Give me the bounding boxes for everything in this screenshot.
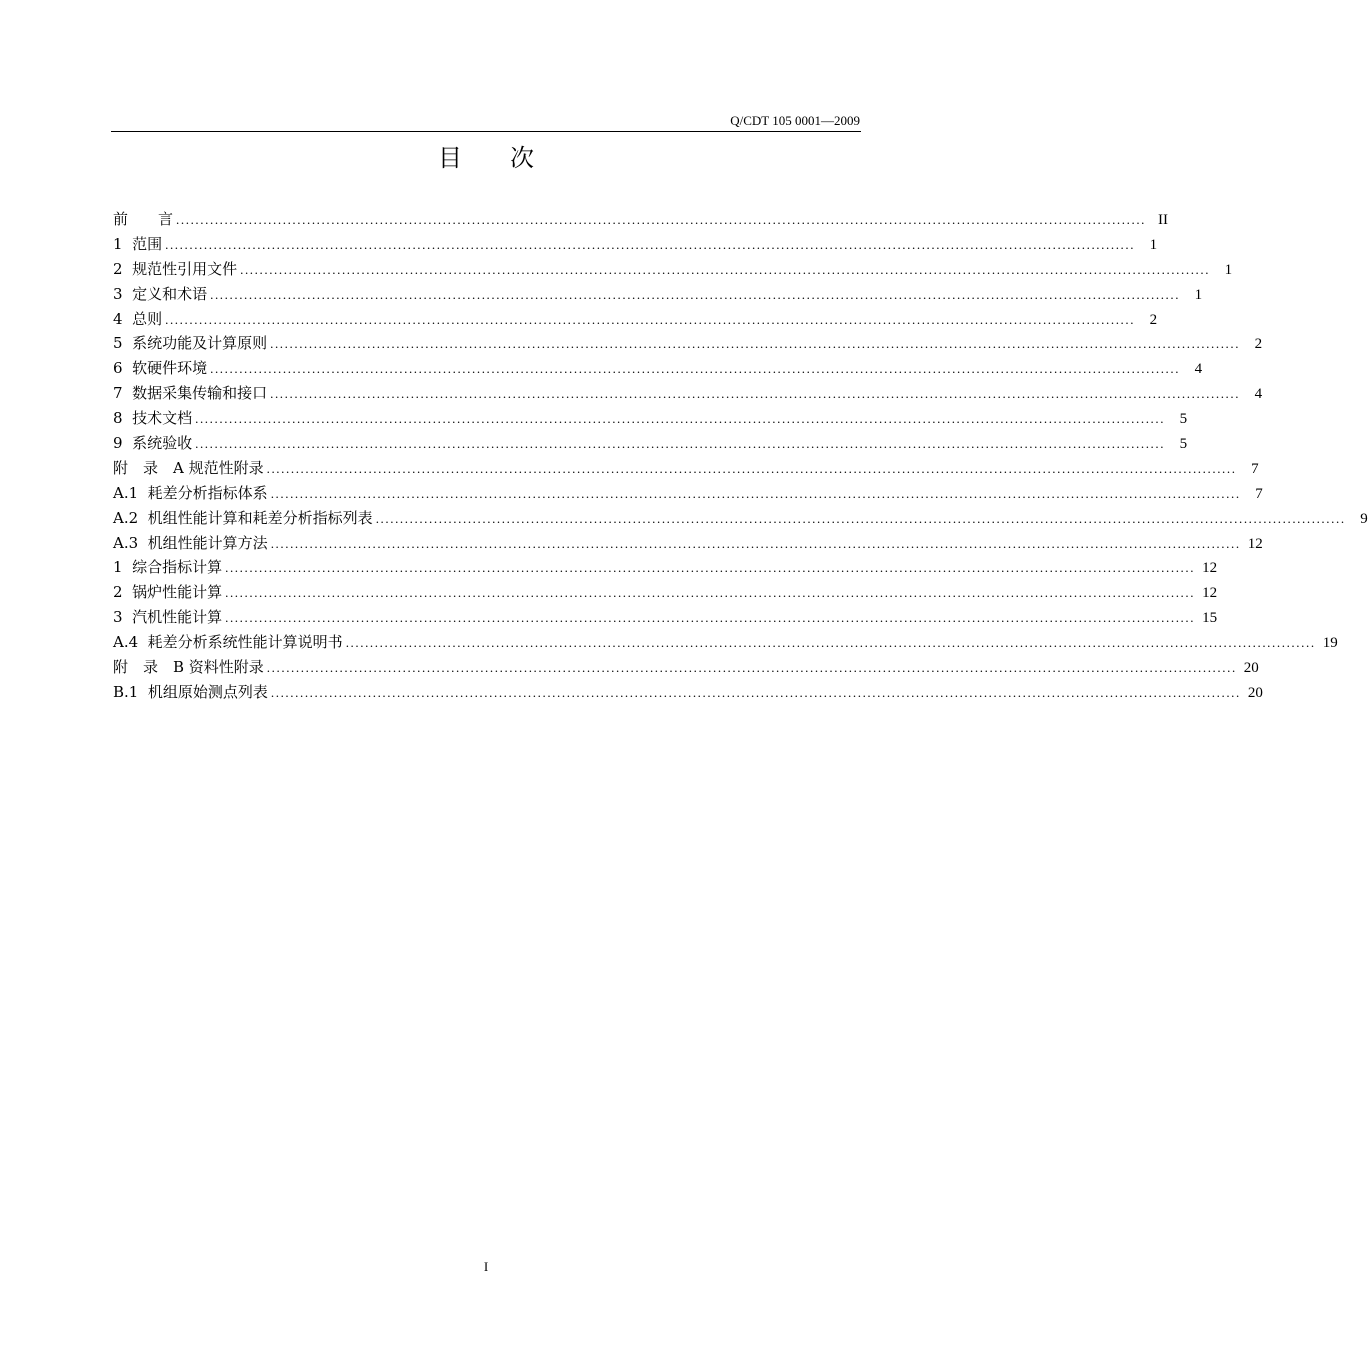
header-rule	[111, 131, 861, 132]
toc-entry[interactable]	[113, 406, 1188, 431]
toc-entry[interactable]	[113, 605, 1218, 630]
toc-leader-dots: ........................................................................................................................................................................................................	[266, 460, 1237, 476]
toc-entry-label: 3 定义和术语	[113, 282, 210, 307]
toc-entry[interactable]	[113, 555, 1218, 580]
toc-leader-dots: ........................................................................................................................................................................................................	[165, 311, 1136, 327]
toc-entry[interactable]	[113, 381, 1263, 406]
toc-entry-page: 12	[1247, 535, 1263, 552]
toc-leader-dots: ........................................................................................................................................................................................................	[210, 286, 1181, 302]
toc-entry-page: 1	[1194, 286, 1203, 303]
toc-entry-label: A.4 耗差分析系统性能计算说明书	[113, 630, 346, 655]
toc-entry[interactable]	[113, 680, 1263, 705]
toc-entry-label: A.2 机组性能计算和耗差分析指标列表	[113, 506, 376, 531]
toc-entry-label: 5 系统功能及计算原则	[113, 331, 270, 356]
toc-entry-page: 1	[1224, 261, 1233, 278]
toc-entry-page: 12	[1202, 560, 1218, 577]
toc-entry[interactable]	[113, 655, 1259, 680]
toc-entry-page: 19	[1322, 635, 1338, 652]
toc-leader-dots: ........................................................................................................................................................................................................	[270, 386, 1241, 402]
toc-leader-dots: ........................................................................................................................................................................................................	[375, 510, 1346, 526]
toc-leader-dots: ........................................................................................................................................................................................................	[165, 236, 1136, 252]
toc-entry[interactable]	[113, 282, 1203, 307]
toc-entry[interactable]	[113, 580, 1218, 605]
toc-entry[interactable]	[113, 307, 1158, 332]
toc-entry[interactable]	[113, 481, 1263, 506]
toc-entry[interactable]	[113, 257, 1233, 282]
toc-leader-dots: ........................................................................................................................................................................................................	[270, 485, 1241, 501]
toc-leader-dots: ........................................................................................................................................................................................................	[270, 535, 1241, 551]
toc-entry-page: 20	[1243, 660, 1259, 677]
toc-entry[interactable]	[113, 356, 1203, 381]
toc-entry-page: 4	[1194, 361, 1203, 378]
toc-entry-page: 2	[1149, 311, 1158, 328]
page-number: I	[483, 1259, 489, 1274]
toc-entry-label: 2 规范性引用文件	[113, 257, 240, 282]
toc-entry-label: 3 汽机性能计算	[113, 605, 225, 630]
toc-entry-page: 7	[1255, 485, 1263, 502]
toc-entry-label: 8 技术文档	[113, 406, 195, 431]
toc-leader-dots: ........................................................................................................................................................................................................	[266, 660, 1237, 676]
toc-entry-label: B.1 机组原始测点列表	[113, 680, 271, 705]
toc-leader-dots: ........................................................................................................................................................................................................	[270, 684, 1241, 700]
standard-code: Q/CDT 105 0001—2009	[730, 113, 860, 128]
toc-entry[interactable]	[113, 207, 1169, 232]
toc-entry[interactable]	[113, 531, 1263, 556]
toc-entry[interactable]	[113, 232, 1158, 257]
toc-entry-page: 12	[1202, 585, 1218, 602]
toc-entry[interactable]	[113, 506, 1368, 531]
toc-entry-page: 5	[1179, 436, 1188, 453]
toc-leader-dots: ........................................................................................................................................................................................................	[240, 261, 1211, 277]
toc-entry-label: 1 综合指标计算	[113, 555, 225, 580]
toc-leader-dots: ........................................................................................................................................................................................................	[270, 336, 1241, 352]
toc-leader-dots: ........................................................................................................................................................................................................	[195, 411, 1166, 427]
toc-entry-label: 附 录 B 资料性附录	[113, 655, 267, 680]
toc-leader-dots: ........................................................................................................................................................................................................	[225, 585, 1196, 601]
toc-leader-dots: ........................................................................................................................................................................................................	[225, 610, 1196, 626]
toc-entry-label: 6 软硬件环境	[113, 356, 210, 381]
toc-entry-label: 附 录 A 规范性附录	[113, 456, 267, 481]
page-title: 目 次	[438, 144, 534, 172]
toc-entry-page: 5	[1179, 411, 1188, 428]
toc-entry-page: 15	[1202, 610, 1218, 627]
toc-entry-label: 前 言	[113, 207, 176, 232]
toc-entry[interactable]	[113, 456, 1259, 481]
table-of-contents	[113, 207, 1368, 705]
toc-entry-page: 1	[1149, 236, 1158, 253]
toc-entry[interactable]	[113, 630, 1338, 655]
toc-entry-page: 9	[1360, 510, 1368, 527]
toc-leader-dots: ........................................................................................................................................................................................................	[176, 212, 1147, 227]
toc-entry[interactable]	[113, 331, 1263, 356]
toc-entry-page: II	[1158, 212, 1169, 228]
toc-leader-dots: ........................................................................................................................................................................................................	[225, 560, 1196, 576]
toc-entry-page: 7	[1251, 460, 1259, 477]
toc-leader-dots: ........................................................................................................................................................................................................	[195, 436, 1166, 452]
toc-entry-label: 1 范围	[113, 232, 165, 257]
toc-entry-label: A.1 耗差分析指标体系	[113, 481, 271, 506]
toc-entry-label: 9 系统验收	[113, 431, 195, 456]
toc-entry-page: 4	[1254, 386, 1263, 403]
toc-entry-label: A.3 机组性能计算方法	[113, 531, 271, 556]
toc-entry-page: 20	[1247, 684, 1263, 701]
toc-entry-label: 4 总则	[113, 307, 165, 332]
toc-entry[interactable]	[113, 431, 1188, 456]
toc-entry-label: 2 锅炉性能计算	[113, 580, 225, 605]
toc-leader-dots: ........................................................................................................................................................................................................	[210, 361, 1181, 377]
toc-entry-label: 7 数据采集传输和接口	[113, 381, 270, 406]
toc-entry-page: 2	[1254, 336, 1263, 353]
toc-leader-dots: ........................................................................................................................................................................................................	[345, 635, 1316, 651]
